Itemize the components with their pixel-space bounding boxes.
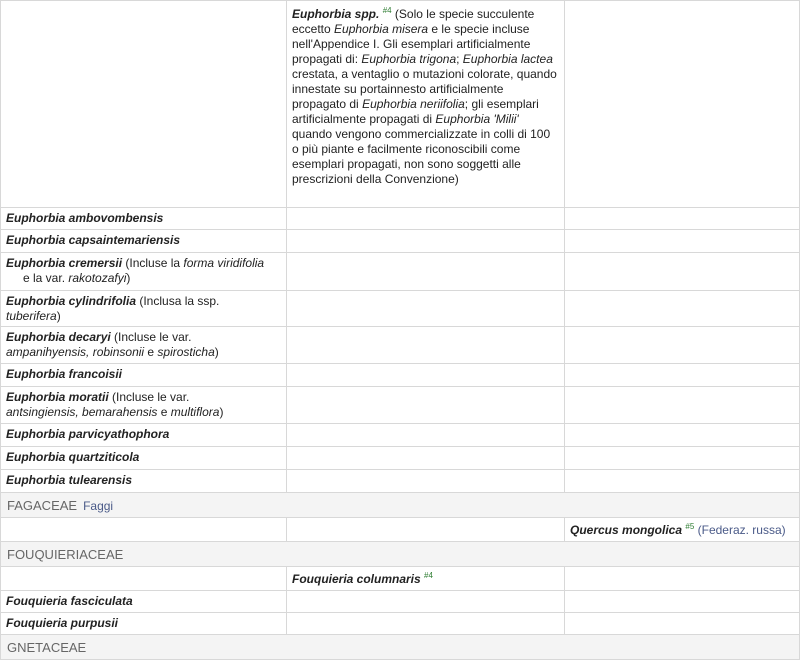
table-row xyxy=(0,518,800,542)
annotation-text: e la var. xyxy=(23,271,69,285)
appendix-iii-cell xyxy=(565,424,800,447)
appendix-i-cell xyxy=(0,291,287,327)
appendix-ii-cell xyxy=(287,470,565,493)
annotation-text: (Incluse la xyxy=(122,256,184,270)
region-text: (Federaz. russa) xyxy=(694,523,786,537)
family-name: GNETACEAE xyxy=(7,640,87,655)
appendix-ii-cell xyxy=(287,0,565,208)
appendix-ii-cell xyxy=(287,208,565,230)
annotation-link[interactable]: #5 xyxy=(685,522,695,531)
table-row xyxy=(0,0,800,208)
appendix-i-cell xyxy=(0,387,287,424)
species-italic: Euphorbia lactea xyxy=(462,52,553,66)
appendix-ii-cell xyxy=(287,447,565,470)
annotation-text: (Incluse le var. xyxy=(108,390,190,404)
table-row xyxy=(0,567,800,591)
species-name: Fouquieria columnaris xyxy=(292,572,421,586)
family-header-gnetaceae xyxy=(0,635,800,660)
species-name: Euphorbia spp. xyxy=(292,7,380,21)
table-row xyxy=(0,208,800,230)
appendix-ii-cell xyxy=(287,327,565,364)
appendix-ii-cell xyxy=(287,291,565,327)
family-header-fagaceae xyxy=(0,493,800,518)
appendix-ii-cell xyxy=(287,591,565,613)
appendix-iii-cell xyxy=(565,447,800,470)
annotation-text: crestata, a ventaglio o mutazioni colorate, quando innestate su portainnesto artificialmente propagato di xyxy=(292,67,557,111)
annotation-text: (Inclusa la ssp. xyxy=(136,294,220,308)
appendix-ii-cell xyxy=(287,230,565,253)
annotation-text: (Solo le specie succulente eccetto xyxy=(292,7,535,36)
annotation-text: ; xyxy=(456,52,463,66)
annotation-text: e xyxy=(157,405,171,419)
species-italic: tuberifera xyxy=(6,309,57,323)
species-name: Quercus mongolica xyxy=(570,523,683,537)
appendix-i-cell xyxy=(0,0,287,208)
appendix-i-cell xyxy=(0,253,287,291)
table-row xyxy=(0,470,800,493)
appendix-i-cell xyxy=(0,470,287,493)
family-common-name: Faggi xyxy=(83,499,114,513)
species-name: Euphorbia capsaintemariensis xyxy=(6,233,181,247)
species-italic: spirosticha xyxy=(157,345,215,359)
table-row xyxy=(0,291,800,327)
appendix-iii-cell xyxy=(565,0,800,208)
species-italic: forma viridifolia xyxy=(183,256,265,270)
appendix-i-cell xyxy=(0,567,287,591)
species-name: Euphorbia francoisii xyxy=(6,367,123,381)
appendix-iii-cell xyxy=(565,470,800,493)
species-italic: multiflora xyxy=(170,405,220,419)
annotation-text: quando vengono commercializzate in colli di 100 o più piante e facilmente riconoscibili come esemplari propagati, non sono soggetti alle prescrizioni della Convenzione) xyxy=(292,127,551,186)
annotation-text: ) xyxy=(56,309,61,323)
species-name: Euphorbia cremersii xyxy=(6,256,123,270)
species-name: Fouquieria fasciculata xyxy=(6,594,133,608)
species-name: Fouquieria purpusii xyxy=(6,616,119,630)
species-italic: Euphorbia neriifolia xyxy=(362,97,465,111)
appendix-iii-cell xyxy=(565,518,800,542)
appendix-i-cell xyxy=(0,447,287,470)
annotation-text: (Incluse le var. xyxy=(110,330,192,344)
table-row xyxy=(0,424,800,447)
appendix-i-cell xyxy=(0,230,287,253)
appendix-ii-cell xyxy=(287,567,565,591)
table-row xyxy=(0,591,800,613)
table-row xyxy=(0,327,800,364)
appendix-i-cell xyxy=(0,327,287,364)
appendix-iii-cell xyxy=(565,364,800,387)
appendix-ii-cell xyxy=(287,364,565,387)
annotation-text: ; gli esemplari artificialmente propagati di xyxy=(292,97,539,126)
species-name: Euphorbia moratii xyxy=(6,390,109,404)
species-italic: Euphorbia 'Milii' xyxy=(435,112,519,126)
family-name: FAGACEAE xyxy=(7,498,78,513)
appendix-iii-cell xyxy=(565,591,800,613)
appendix-iii-cell xyxy=(565,253,800,291)
annotation-text: ) xyxy=(219,405,224,419)
appendix-ii-cell xyxy=(287,424,565,447)
table-row xyxy=(0,387,800,424)
table-row xyxy=(0,364,800,387)
appendix-iii-cell xyxy=(565,291,800,327)
species-name: Euphorbia quartziticola xyxy=(6,450,140,464)
appendix-iii-cell xyxy=(565,613,800,635)
species-name: Euphorbia decaryi xyxy=(6,330,111,344)
appendix-ii-cell xyxy=(287,518,565,542)
table-row xyxy=(0,447,800,470)
appendix-i-cell xyxy=(0,364,287,387)
appendix-iii-cell xyxy=(565,387,800,424)
species-italic: rakotozafyi xyxy=(68,271,127,285)
appendix-i-cell xyxy=(0,208,287,230)
annotation-text: ) xyxy=(126,271,131,285)
annotation-text: e le specie incluse nell'Appendice I. Gli esemplari artificialmente propagati di: xyxy=(292,22,531,66)
annotation-link[interactable]: #4 xyxy=(382,6,392,15)
appendix-i-cell xyxy=(0,518,287,542)
species-italic: Euphorbia misera xyxy=(334,22,429,36)
appendix-ii-cell xyxy=(287,613,565,635)
species-name: Euphorbia ambovombensis xyxy=(6,211,164,225)
appendix-i-cell xyxy=(0,591,287,613)
appendix-iii-cell xyxy=(565,327,800,364)
species-italic: ampanihyensis, robinsonii xyxy=(6,345,145,359)
appendix-iii-cell xyxy=(565,567,800,591)
species-name: Euphorbia parvicyathophora xyxy=(6,427,170,441)
appendix-ii-cell xyxy=(287,387,565,424)
appendix-iii-cell xyxy=(565,230,800,253)
species-italic: Euphorbia trigona xyxy=(361,52,457,66)
annotation-link[interactable]: #4 xyxy=(424,571,433,580)
family-name: FOUQUIERIACEAE xyxy=(7,547,124,562)
species-name: Euphorbia cylindrifolia xyxy=(6,294,137,308)
appendix-iii-cell xyxy=(565,208,800,230)
appendix-i-cell xyxy=(0,613,287,635)
appendix-i-cell xyxy=(0,424,287,447)
species-italic: antsingiensis, bemarahensis xyxy=(6,405,158,419)
table-row xyxy=(0,613,800,635)
family-header-fouquieriaceae xyxy=(0,542,800,567)
species-name: Euphorbia tulearensis xyxy=(6,473,133,487)
table-row xyxy=(0,230,800,253)
annotation-text: ) xyxy=(214,345,219,359)
table-row xyxy=(0,253,800,291)
annotation-text: e xyxy=(144,345,158,359)
appendix-ii-cell xyxy=(287,253,565,291)
